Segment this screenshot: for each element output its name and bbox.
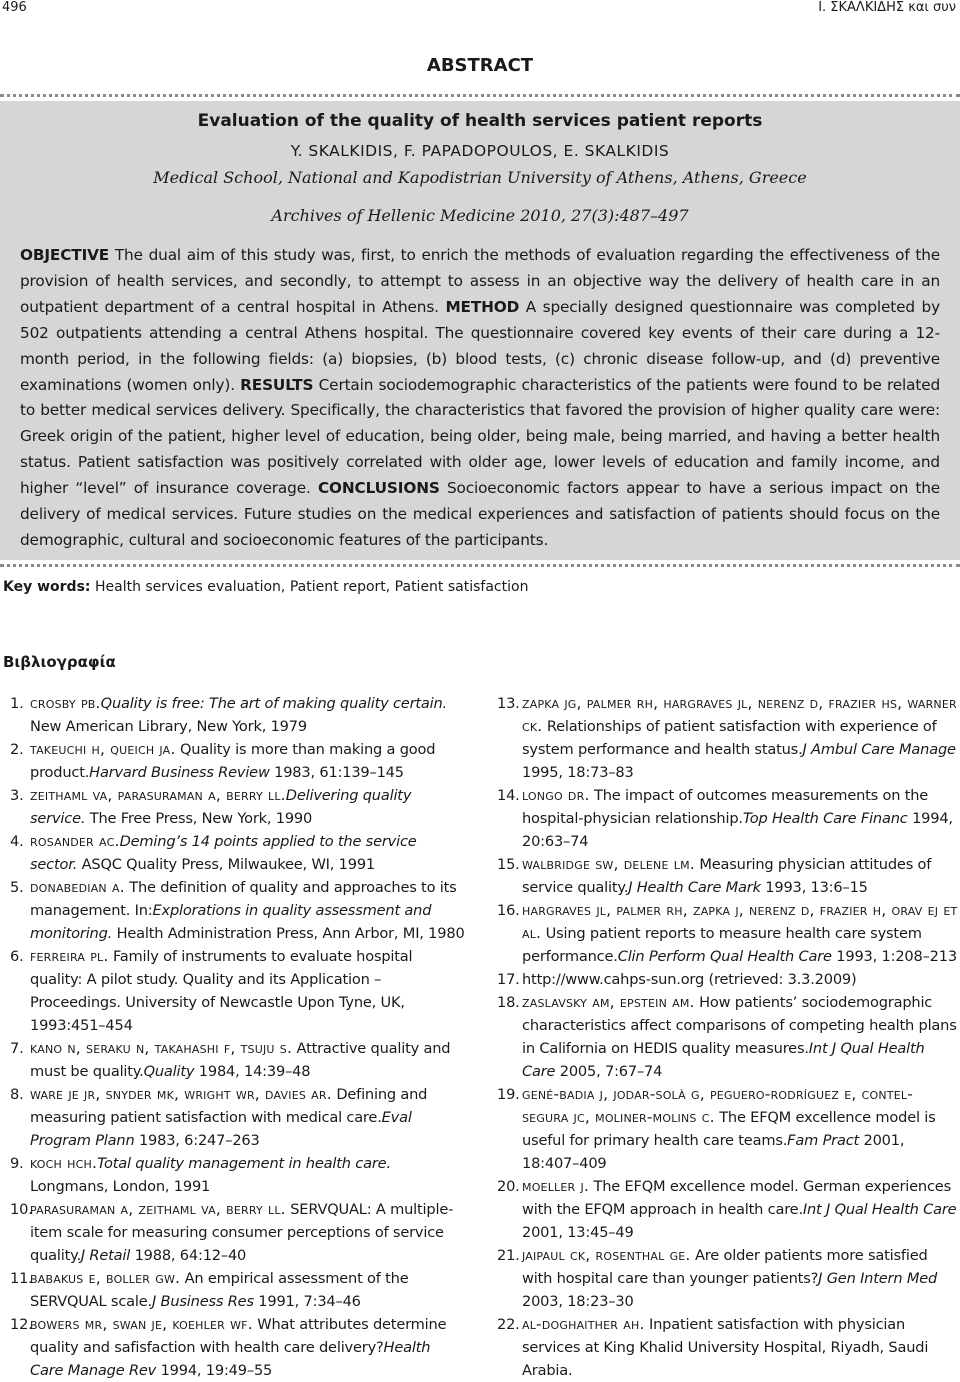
reference-authors: al-doghaither ah. [522,1315,645,1333]
reference-number: 16. [497,902,520,919]
reference-number: 11. [10,1270,33,1287]
reference-details: 1993, 1:208–213 [836,948,957,965]
reference-journal: Harvard Business Review [89,764,270,781]
article-authors: Y. SKALKIDIS, F. PAPADOPOULOS, E. SKALKIDIS [290,142,670,160]
reference-number: 13. [497,695,520,712]
method-text: A specially designed questionnaire was completed by 502 outpatients attending a central Athens hospital. The questionnaire covered key events of their care during a 12-month period, in the following fields: (a) biopsies, (b) blood tests, (c) chronic disease follow-up, and (d) preventive examinations (women only). [20,297,940,394]
reference-authors: ferreira pl. [30,947,109,965]
reference-details: The Free Press, New York, 1990 [89,810,313,827]
dotted-divider [0,564,960,567]
reference-text: The EFQM excellence model. German experiences with the EFQM approach in health care. [522,1178,951,1218]
reference-journal: Int J Qual Health Care [522,1040,925,1080]
conclusions-label: CONCLUSIONS [317,479,440,498]
reference-authors: donabedian a. [30,878,125,896]
reference-journal: Quality is free: The art of making quality certain. [100,695,447,712]
page-header [0,0,960,18]
reference-journal: J Retail [80,1247,131,1264]
reference-item [497,1083,958,1175]
reference-text: Attractive quality and must be quality. [30,1040,451,1080]
keywords-label: Key words: [3,579,91,595]
reference-journal: Fam Pract [787,1132,860,1149]
reference-number: 12. [10,1316,33,1333]
reference-authors: jaipaul ck, rosenthal ge. [522,1246,691,1264]
reference-journal: Health Care Manage Rev [30,1339,431,1379]
objective-label: OBJECTIVE [20,246,110,264]
reference-number: 6. [10,948,24,965]
reference-item [497,968,958,991]
reference-number: 7. [10,1040,24,1057]
article-title: Evaluation of the quality of health services patient reports [197,111,763,131]
reference-details: 1983, 61:139–145 [274,764,404,781]
reference-journal: Explorations in quality assessment and monitoring. [30,902,432,942]
keywords [3,579,528,595]
reference-number: 21. [497,1247,520,1264]
reference-details: 1984, 14:39–48 [198,1063,311,1080]
results-text: Certain sociodemographic characteristics of the patients were found to be related to better medical services delivery. Specifically, the characteristics that favored the provision of higher quality care were: Greek origin of the patient, higher level of education, being older, being male, being married, and having a better health status. Patient satisfaction was positively correlated with older age, lower levels of education and family income, and higher “level” of insurance coverage. [20,375,941,498]
reference-item [10,1083,468,1152]
reference-text: http://www.cahps-sun.org (retrieved: 3.3.2009) [522,971,857,988]
reference-item [497,1244,958,1313]
reference-item [10,1313,468,1382]
reference-text: Are older patients more satisfied with hospital care than younger patients? [522,1247,928,1287]
reference-number: 20. [497,1178,520,1195]
running-head: Ι. ΣΚΑΛΚΙΔΗΣ και συν [818,0,956,15]
reference-authors: koch hch. [30,1154,98,1172]
reference-text: Inpatient satisfaction with physician services at King Khalid University Hospital, Riyadh, Saudi Arabia. [522,1316,929,1379]
reference-text: Measuring physician attitudes of service quality. [522,856,932,896]
reference-authors: hargraves jl, palmer rh, zapka j, nerenz d, frazier h, orav ej et al. [522,901,958,942]
reference-details: Health Administration Press, Ann Arbor, MI, 1980 [116,925,465,942]
reference-number: 8. [10,1086,24,1103]
reference-number: 22. [497,1316,520,1333]
reference-details: 2001, 18:407–409 [522,1132,905,1172]
reference-details: 2001, 13:45–49 [522,1224,634,1241]
page-number: 496 [2,0,27,15]
reference-journal: Clin Perform Qual Health Care [617,948,832,965]
keywords-text: Health services evaluation, Patient report, Patient satisfaction [94,579,529,595]
references-right-column [497,692,958,1382]
reference-item [10,1198,468,1267]
reference-item [10,1152,468,1198]
reference-number: 15. [497,856,520,873]
reference-journal: Top Health Care Financ [742,810,908,827]
reference-item [10,945,468,1037]
abstract-body [20,243,940,554]
reference-text: Defining and measuring patient satisfaction with medical care. [30,1086,428,1126]
reference-item [497,853,958,899]
reference-text: What attributes determine quality and safisfaction with health care delivery? [30,1316,447,1356]
conclusions-text: Socioeconomic factors appear to have a serious impact on the delivery of medical services. Future studies on the medical experiences and satisfaction of patients should focus on the demographic, cultural and socioeconomic features of the participants. [20,479,941,549]
method-label: METHOD [445,297,520,316]
reference-item [10,1267,468,1313]
reference-details: 2003, 18:23–30 [522,1293,634,1310]
reference-text: Relationships of patient satisfaction with experience of system performance and health status. [522,718,937,758]
reference-text: The impact of outcomes measurements on the hospital-physician relationship. [522,787,929,827]
reference-authors: babakus e, boller gw. [30,1269,181,1287]
reference-item [497,692,958,784]
reference-number: 10. [10,1201,33,1218]
reference-authors: parasuraman a, zeithaml va, berry ll. [30,1200,286,1218]
reference-details: 1994, 19:49–55 [160,1362,273,1379]
reference-text: How patients’ sociodemographic characteristics affect comparisons of competing health plans in California on HEDIS quality measures. [522,994,957,1057]
reference-authors: gené-badia j, jodar-solà g, peguero-rodríguez e, contel-segura jc, moliner-molins c. [522,1085,913,1126]
article-affiliation: Medical School, National and Kapodistrian University of Athens, Athens, Greece [153,168,807,187]
reference-authors: takeuchi h, queich ja. [30,740,176,758]
article-citation: Archives of Hellenic Medicine 2010, 27(3):487–497 [271,206,689,225]
reference-item [10,876,468,945]
dotted-divider [0,94,960,97]
reference-details: Longmans, London, 1991 [30,1178,211,1195]
reference-journal: Delivering quality service. [30,787,412,827]
reference-authors: longo dr. [522,786,590,804]
reference-number: 17. [497,971,520,988]
reference-authors: bowers mr, swan je, koehler wf. [30,1315,253,1333]
reference-number: 4. [10,833,24,850]
reference-journal: J Business Res [151,1293,254,1310]
reference-authors: zaslavsky am, epstein am. [522,993,695,1011]
reference-text: Family of instruments to evaluate hospital quality: A pilot study. Quality and its Application – Proceedings. University of Newcastle Upon Tyne, UK, 1993:451–454 [30,948,413,1034]
reference-item [10,830,468,876]
reference-details: 1983, 6:247–263 [138,1132,260,1149]
reference-details: 1991, 7:34–46 [258,1293,361,1310]
reference-authors: walbridge sw, delene lm. [522,855,695,873]
reference-details: 2005, 7:67–74 [559,1063,663,1080]
reference-authors: ware je jr, snyder mk, wright wr, davies ar. [30,1085,332,1103]
reference-journal: J Gen Intern Med [818,1270,938,1287]
reference-text: SERVQUAL: A multiple-item scale for measuring consumer perceptions of service quality. [30,1201,454,1264]
reference-details: 1993, 13:6–15 [765,879,868,896]
reference-authors: kano n, seraku n, takahashi f, tsuju s. [30,1039,293,1057]
reference-text: Quality is more than making a good product. [30,741,436,781]
reference-journal: J Ambul Care Manage [802,741,956,758]
references-left-column [10,692,468,1382]
reference-item [497,991,958,1083]
reference-item [10,692,468,738]
reference-number: 1. [10,695,24,712]
reference-item [10,1037,468,1083]
reference-item [10,784,468,830]
reference-text: The definition of quality and approaches to its management. In: [30,879,457,919]
reference-number: 5. [10,879,24,896]
reference-text: The EFQM excellence model is useful for primary health care teams. [522,1109,936,1149]
results-label: RESULTS [240,375,314,394]
reference-details: New American Library, New York, 1979 [30,718,307,735]
reference-authors: crosby pb. [30,694,101,712]
reference-number: 14. [497,787,520,804]
reference-authors: zeithaml va, parasuraman a, berry ll. [30,786,286,804]
reference-journal: J Health Care Mark [628,879,761,896]
reference-number: 3. [10,787,24,804]
reference-number: 18. [497,994,520,1011]
reference-journal: Eval Program Plann [30,1109,412,1149]
reference-details: 1988, 64:12–40 [134,1247,247,1264]
reference-journal: Quality [143,1063,195,1080]
reference-item [497,1313,958,1382]
reference-details: 1994, 20:63–74 [522,810,953,850]
objective-text: The dual aim of this study was, first, to enrich the methods of evaluation regarding the effectiveness of the provision of health services, and secondly, to attempt to assess in an objective way the delivery of health care in an outpatient department of a central hospital in Athens. [20,246,941,316]
references-heading: Βιβλιογραφία [3,653,116,671]
reference-text: Using patient reports to measure health care system performance. [522,925,922,965]
reference-journal: Total quality management in health care. [97,1155,391,1172]
reference-number: 2. [10,741,24,758]
reference-authors: zapka jg, palmer rh, hargraves jl, nerenz d, frazier hs, warner ck. [522,694,957,735]
reference-number: 19. [497,1086,520,1103]
reference-details: ASQC Quality Press, Milwaukee, WI, 1991 [81,856,375,873]
abstract-heading: ABSTRACT [426,55,534,76]
reference-item [497,784,958,853]
reference-journal: Deming’s 14 points applied to the service sector. [30,833,417,873]
reference-details: 1995, 18:73–83 [522,764,634,781]
reference-authors: moeller j. [522,1177,590,1195]
reference-text: An empirical assessment of the SERVQUAL scale. [30,1270,409,1310]
reference-number: 9. [10,1155,24,1172]
reference-item [497,899,958,968]
reference-item [497,1175,958,1244]
reference-authors: rosander ac. [30,832,120,850]
reference-item [10,738,468,784]
reference-journal: Int J Qual Health Care [802,1201,957,1218]
